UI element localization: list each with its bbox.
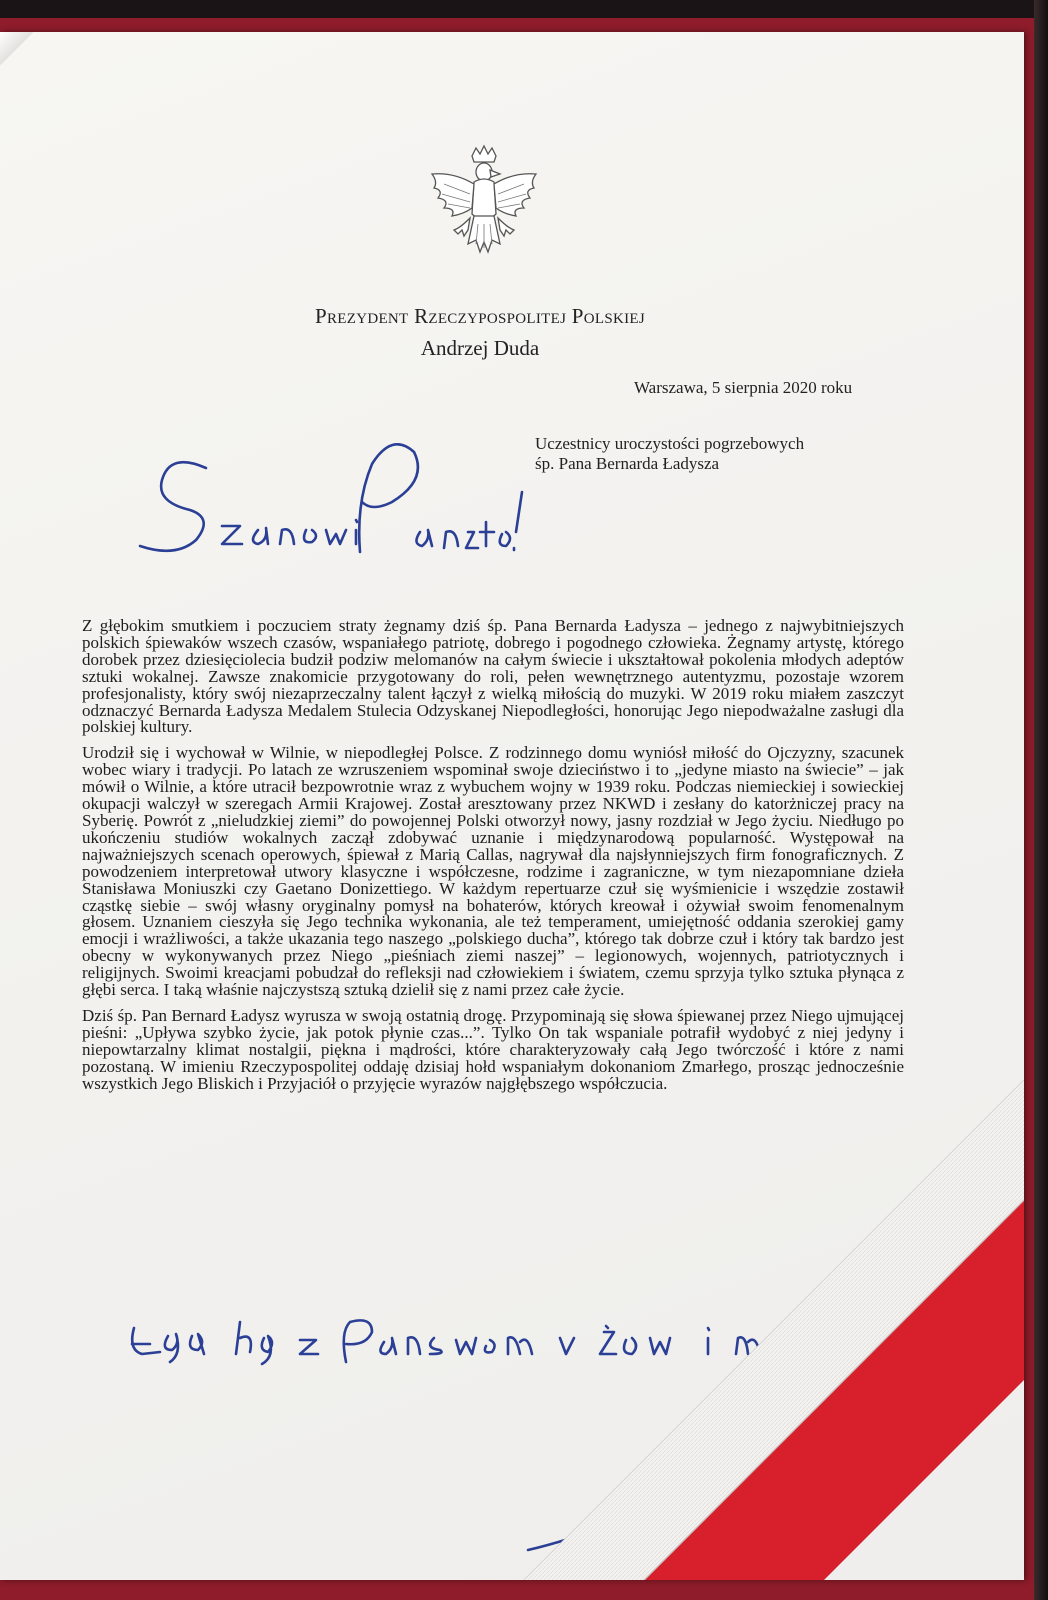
corner-ribbon-bottom-right	[514, 1070, 1024, 1580]
date-line: Warszawa, 5 sierpnia 2020 roku	[634, 378, 853, 397]
body-paragraph-2: Urodził się i wychował w Wilnie, w niepodległej Polsce. Z rodzinnego domu wyniósł miłość do Ojczyzny, szacunek wobec wiary i tradycji. Po latach ze wzruszeniem wspominał swoje dzieciństwo i to „jedyne miasto na świecie” – jak mówił o Wilnie, a które utracił bezpowrotnie wraz z wybuchem wojny w 1939 roku. Podczas niemieckiej i sowieckiej okupacji walczył w szeregach Armii Krajowej. Został aresztowany przez NKWD i zesłany do katorżniczej pracy na Syberię. Powrót z „nieludzkiej ziemi” do powojennej Polski otworzył nowy, jasny rozdział w Jego życiu. Niedługo po ukończeniu studiów wokalnych zaczął zdobywać uznanie i międzynarodową popularność. Występował na najważniejszych scenach operowych, śpiewał z Marią Callas, nagrywał dla najsłynniejszych firm fonograficznych. Z powodzeniem interpretował utwory klasyczne i współczesne, rodzime i zagraniczne, w tym niezapomniane dzieła Stanisława Moniuszki czy Gaetano Donizettiego. W każdym repertuarze czuł się wyśmienicie i wszędzie zostawił cząstkę siebie – swój własny oryginalny pomysł na bohaterów, których kreował i ożywiał swoim fenomenalnym głosem. Uznaniem cieszyła się Jego technika wykonania, ale też temperament, umiejętność oddania szerokiej gamy emocji i wrażliwości, a także ukazania tego naszego „polskiego ducha”, którego tak dobrze czuł i który tak bardzo jest obecny w wykonywanych przez Niego „pieśniach ziemi naszej” – legionowych, wojennych, patriotycznych i religijnych. Swoimi kreacjami pobudzał do refleksji nad człowiekiem i światem, czemu sprzyja tylko sztuka płynąca z głębi serca. I taką właśnie najczystszą sztuką dzielił się z nami przez całe życie.	[82, 743, 904, 1000]
recipient-line-2: śp. Pana Bernarda Ładysza	[535, 454, 720, 473]
letterhead-title: Prezydent Rzeczypospolitej Polskiej	[314, 304, 646, 328]
corner-ribbon-top-left	[0, 32, 174, 88]
body-paragraph-1: Z głębokim smutkiem i poczuciem straty żegnamy dziś śp. Pana Bernarda Ładysza – jednego z najwybitniejszych polskich śpiewaków wszech czasów, wspaniałego patriotę, dobrego i pogodnego człowieka. Żegnamy artystę, którego dorobek przez dziesięciolecia budził podziw melomanów na całym świecie i ukształtował pokolenia młodych adeptów sztuki wokalnej. Zawsze znakomicie przygotowany do roli, pełen wewnętrznego autentyzmu, pozostaje wzorem profesjonalisty, który swój niezaprzeczalny talent łączył z wielką miłością do muzyki. W 2019 roku miałem zaszczyt odznaczyć Bernarda Ładysza Medalem Stulecia Odzyskanej Niepodległości, honorując Jego niepodważalne zasługi dla polskiej kultury.	[82, 616, 904, 737]
letter-page	[0, 32, 1024, 1580]
recipient-line-1: Uczestnicy uroczystości pogrzebowych	[535, 434, 805, 453]
white-eagle-emblem-icon	[424, 144, 544, 274]
handwritten-salutation	[140, 444, 522, 552]
letterhead-name: Andrzej Duda	[420, 336, 540, 360]
body-paragraph-3: Dziś śp. Pan Bernard Ładysz wyrusza w swoją ostatnią drogę. Przypominają się słowa śpiewanej przez Niego ujmującej pieśni: „Upływa szybko życie, jak potok płynie czas...”. Tylko On tak wspaniale potrafił wydobyć z niej jedyny i niepowtarzalny klimat nostalgii, piękna i mądrości, które charakteryzowały całą Jego twórczość i które z nami pozostaną. W imieniu Rzeczypospolitej oddaję dzisiaj hołd wspaniałym dokonaniom Zmarłego, prosząc jednocześnie wszystkich Jego Bliskich i Przyjaciół o przyjęcie wyrazów najgłębszego współczucia.	[82, 1005, 904, 1093]
letter-body	[82, 618, 904, 1101]
recipient-block	[535, 434, 804, 474]
folder-edge	[1034, 0, 1048, 1600]
